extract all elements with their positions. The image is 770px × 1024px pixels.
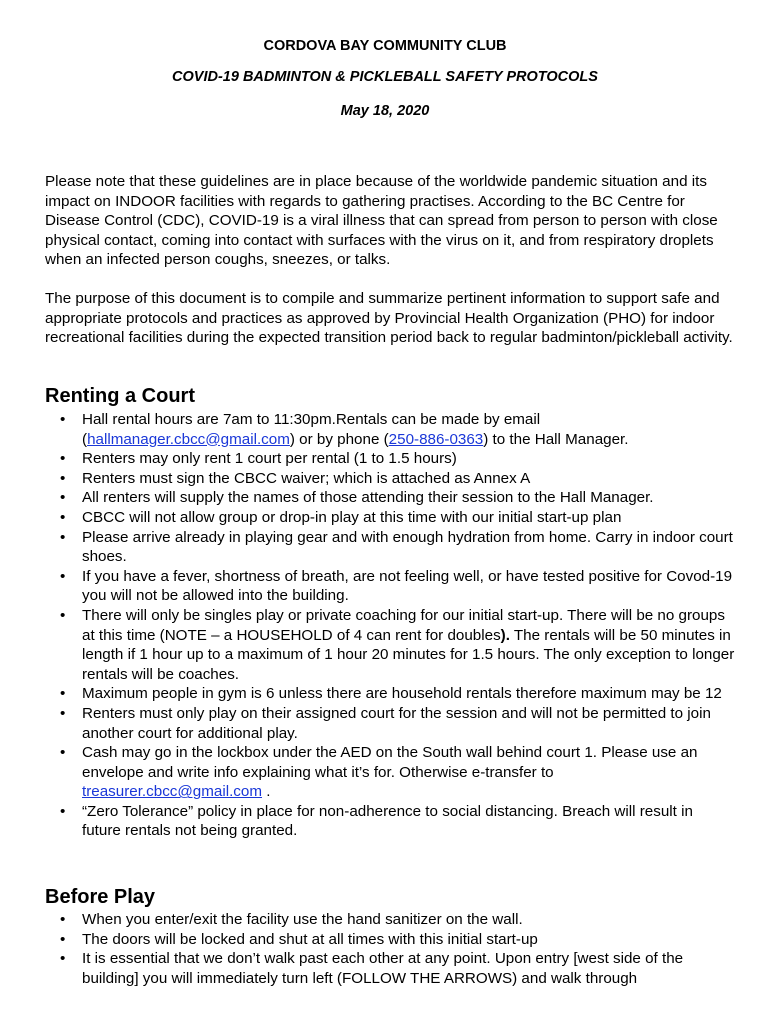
hall-manager-email-link[interactable]: hallmanager.cbcc@gmail.com (87, 430, 290, 448)
list-item: • “Zero Tolerance” policy in place for non-adherence to social distancing. Breach will result in future rentals not being granted. (60, 802, 693, 840)
section-heading-before-play: Before Play (45, 886, 156, 908)
bullet-icon: • (60, 685, 66, 703)
document-date: May 18, 2020 (340, 103, 430, 119)
list-item: • Cash may go in the lockbox under the AED on the South wall behind court 1. Please use an envelope and write info explaining what it’s for. Otherwise e-transfer to treasurer.cbcc@gmail.com . (60, 744, 698, 801)
list-item: • It is essential that we don’t walk past each other at any point. Upon entry [west side of the building] you will immediately turn left (FOLLOW THE ARROWS) and walk through (60, 950, 684, 987)
bullet-icon: • (60, 411, 66, 428)
bullet-icon: • (60, 606, 66, 624)
bullet-icon: • (60, 489, 66, 507)
list-item: • All renters will supply the names of those attending their session to the Hall Manager. (60, 489, 654, 507)
bullet-icon: • (60, 528, 66, 546)
before-play-list (45, 910, 735, 988)
bullet-icon: • (60, 450, 66, 468)
section-heading-renting: Renting a Court (45, 385, 195, 407)
org-title: CORDOVA BAY COMMUNITY CLUB (263, 38, 507, 54)
list-item: • Renters must sign the CBCC waiver; which is attached as Annex A (60, 469, 531, 487)
intro-paragraph-1: Please note that these guidelines are in place because of the worldwide pandemic situation and its impact on INDOOR facilities with regards to gathering practises. According to the BC Centre for Disease Control (CDC), COVID-19 is a viral illness that can spread from person to person with close physical contact, coming into contact with surfaces with the virus on it, and from respiratory droplets when an infected person coughs, sneezes, or talks. (45, 173, 718, 269)
phone-link[interactable]: 250-886-0363 (388, 430, 484, 448)
renting-list (45, 410, 735, 841)
bullet-icon: • (60, 911, 66, 928)
bullet-icon: • (60, 469, 66, 487)
list-item: • If you have a fever, shortness of breath, are not feeling well, or have tested positive for Covod-19 you will not be allowed into the building. (60, 567, 733, 605)
list-item: • Hall rental hours are 7am to 11:30pm.Rentals can be made by email (hallmanager.cbcc@gmail.com) or by phone (250-886-0363) to the Hall Manager. (60, 411, 629, 448)
intro-paragraph-2: The purpose of this document is to compile and summarize pertinent information to support safe and appropriate protocols and practices as approved by Provincial Health Organization (PHO) for indoor recreational facilities during the expected transition period back to regular badminton/pickleball activity. (45, 290, 733, 347)
bullet-icon: • (60, 744, 66, 762)
bullet-icon: • (60, 950, 66, 968)
list-item: • Maximum people in gym is 6 unless there are household rentals therefore maximum may be 12 (60, 685, 722, 703)
list-item: • Renters may only rent 1 court per rental (1 to 1.5 hours) (60, 450, 457, 468)
bullet-icon: • (60, 802, 66, 820)
list-item: • Please arrive already in playing gear and with enough hydration from home. Carry in indoor court shoes. (60, 528, 733, 566)
bullet-icon: • (60, 704, 66, 722)
list-item: • The doors will be locked and shut at all times with this initial start-up (60, 930, 538, 948)
treasurer-email-link[interactable]: treasurer.cbcc@gmail.com (82, 783, 263, 801)
list-item: • CBCC will not allow group or drop-in play at this time with our initial start-up plan (60, 508, 622, 526)
document-title: COVID-19 BADMINTON & PICKLEBALL SAFETY PROTOCOLS (172, 69, 598, 85)
bullet-icon: • (60, 930, 66, 948)
list-item: • There will only be singles play or private coaching for our initial start-up. There will be no groups at this time (NOTE – a HOUSEHOLD of 4 can rent for doubles). The rentals will be 50 minutes in length if 1 hour up to a maximum of 1 hour 20 minutes for 1.5 hours. The only exception to longer rentals will be coaches. (60, 606, 735, 683)
bullet-icon: • (60, 508, 66, 526)
bullet-icon: • (60, 567, 66, 585)
list-item: • When you enter/exit the facility use the hand sanitizer on the wall. (60, 911, 523, 928)
list-item: • Renters must only play on their assigned court for the session and will not be permitted to join another court for additional play. (60, 704, 711, 742)
